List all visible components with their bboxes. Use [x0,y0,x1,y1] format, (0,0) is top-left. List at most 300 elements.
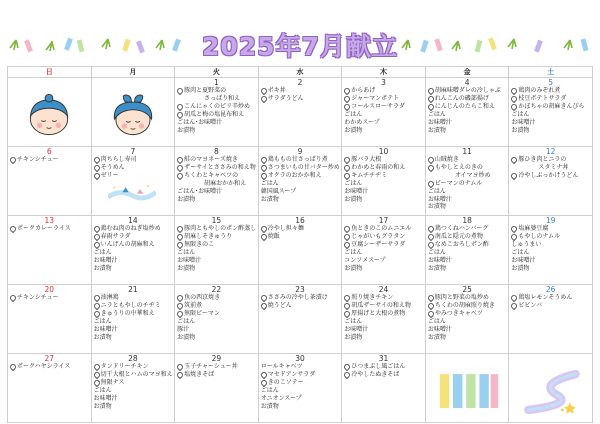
menu-item [94,334,173,342]
day-number: 6 [46,147,52,156]
water-drop-icon [9,294,17,302]
menu-item-text: お味噌汁 [93,394,118,402]
menu-item-text: お漬物 [511,126,530,134]
day-cell [342,354,426,423]
week-row [8,285,593,354]
girl-face-illustration [102,92,164,144]
week-row [8,78,593,147]
menu-item-text: 鶏塩レモンそうめん [518,294,573,301]
menu-item [94,395,173,403]
menu-item-text: ピーマンのナムル [434,179,483,187]
menu-item-text: お味噌汁 [427,195,452,203]
menu-item [94,241,173,249]
menu-item-text: 豚ひき肉とニラの [518,156,567,163]
menu-item [428,95,507,103]
menu-item [344,119,423,127]
menu-item [344,95,423,103]
menu-item [94,326,173,334]
menu-item-text: コンソメスープ [344,256,386,264]
day-cell [175,354,259,423]
menu-item [428,225,507,233]
menu-item [428,127,507,135]
menu-item-text: ごはん [260,179,279,187]
menu-item-text: ごはん [427,317,446,325]
day-cell [258,147,342,216]
menu-item-text: お漬物 [260,402,279,410]
menu-item-text: サラダうどん [267,94,304,102]
menu-item [344,249,423,257]
menu-item-text: お漬物 [177,195,196,203]
day-cell [175,285,259,354]
menu-item [344,180,423,188]
menu-list [509,156,592,180]
menu-item [428,164,507,172]
day-cell [425,78,509,147]
day-cell [509,147,593,216]
day-number: 19 [545,216,556,225]
menu-item [511,265,590,273]
menu-item-text: 無限きのこ [184,240,215,248]
menu-item [177,334,256,342]
day-number: 20 [44,285,55,294]
water-drop-icon [510,172,518,180]
menu-item [261,225,340,233]
menu-item [344,371,423,379]
menu-list [342,225,425,272]
menu-item-text: チキンシチュー [17,294,59,301]
menu-list [259,87,342,103]
day-number: 3 [381,78,386,87]
day-number: 10 [378,147,389,156]
menu-item [428,103,507,111]
menu-item-text: 無限ナス [100,378,125,386]
day-cell [342,147,426,216]
menu-item-text: ジャーマンポテト [351,94,400,102]
menu-item [94,156,173,164]
menu-item-text: 魚の西京焼き [184,294,221,301]
menu-item [428,310,507,318]
menu-item-text: 胡麻しそきゅうり [184,232,233,240]
menu-item-text: わかめスープ [344,118,380,126]
menu-list [509,225,592,272]
menu-item-text: ごはん [344,317,363,325]
menu-item [344,87,423,95]
menu-item-text: 塩麻婆豆腐 [518,225,549,232]
menu-item [511,103,590,111]
menu-item [10,225,89,233]
weekday-header: 日 [8,67,92,78]
menu-item-text: 鶏肉のみぞれ煮 [518,87,561,94]
menu-item [261,164,340,172]
menu-item-text: 春雨サラダ [100,232,131,240]
menu-item [344,294,423,302]
menu-item-text: ごはん･お味噌汁 [177,187,223,195]
menu-item-text: なめこおろしポン酢 [434,240,489,248]
menu-item-text: お味噌汁 [511,118,536,126]
menu-item-text: お漬物 [344,195,363,203]
day-number [92,78,175,87]
menu-item [344,164,423,172]
menu-item [177,241,256,249]
menu-item-text: にんじんのたらこ和え [434,102,495,110]
menu-item [177,326,256,334]
menu-item [344,326,423,334]
menu-item [94,249,173,257]
menu-item [428,241,507,249]
menu-list [426,87,509,134]
menu-item-text: 玉子チャーシュー丼 [184,363,238,370]
day-cell [8,216,92,285]
menu-item [511,294,590,302]
day-number: 5 [548,78,554,87]
menu-list [342,294,425,341]
day-cell [425,147,509,216]
day-cell [91,216,175,285]
menu-item-text: さつまいもの甘バター炒め [267,163,340,171]
menu-item [94,302,173,310]
day-number: 21 [128,285,138,294]
day-cell [175,78,259,147]
menu-item [177,119,256,127]
day-number [509,354,592,363]
day-number: 8 [214,147,219,156]
menu-item [177,156,256,164]
menu-item-text: ごはん･お味噌汁 [177,118,223,126]
menu-item [511,302,590,310]
menu-item-text: オニオンスープ [260,394,302,402]
menu-item [177,127,256,135]
menu-list [426,225,509,272]
water-drop-icon [9,225,17,233]
menu-item [177,265,256,273]
menu-item-text: マセドアンサラダ [267,370,316,378]
day-number: 12 [545,147,556,156]
menu-item [10,156,89,164]
menu-item-text: 冷やし担々麺 [267,225,304,232]
menu-item-text: ビビンバ [518,301,542,309]
menu-list [8,156,91,164]
day-cell [425,285,509,354]
menu-item [344,156,423,164]
menu-item [428,87,507,95]
day-number: 18 [462,216,472,225]
menu-item [344,103,423,111]
menu-item-text: お漬物 [344,126,363,134]
menu-list [259,363,342,410]
water-drop-icon [343,371,351,379]
menu-item-text: ちくわとキャベツの [184,171,239,179]
menu-item [428,119,507,127]
menu-item-text: しゅうまい [511,240,542,248]
menu-item [511,241,590,249]
day-cell [425,216,509,285]
water-drop-icon [9,156,17,164]
day-number: 7 [130,147,136,156]
day-cell [91,78,175,147]
day-cell [342,285,426,354]
menu-item-text: お漬物 [260,195,279,203]
week-row [8,354,593,423]
menu-item-text: 冷やしぶっかけうどん [518,171,579,179]
menu-item [511,164,590,172]
day-cell [8,78,92,147]
menu-item [428,156,507,164]
menu-item [511,95,590,103]
day-cell [509,285,593,354]
menu-item [261,403,340,411]
menu-item [177,302,256,310]
menu-item [344,310,423,318]
menu-item-text: 無限ピーマン [184,309,220,317]
menu-item-text: 肉ちらし寿司 [100,156,137,163]
day-number: 9 [297,147,303,156]
menu-item [428,257,507,265]
menu-list [175,87,258,134]
menu-item-text: オクラのおかか和え [267,171,322,179]
menu-item-text: れんこんの磯部揚げ [434,94,489,102]
menu-item-text: ごはん [344,110,363,118]
day-cell [342,78,426,147]
menu-item [94,265,173,273]
water-drop-icon [9,363,17,371]
menu-item-text: お漬物 [177,126,196,134]
menu-item-text: お漬物 [344,264,363,272]
menu-item [177,103,256,111]
menu-item [261,387,340,395]
menu-item [511,249,590,257]
day-cell [509,78,593,147]
menu-item [261,294,340,302]
day-cell [509,354,593,423]
menu-list [175,156,258,203]
header [0,0,600,66]
day-number: 15 [211,216,222,225]
day-number [8,78,91,87]
menu-item-text: チキンシチュー [17,156,59,163]
day-cell [8,285,92,354]
day-number: 14 [128,216,138,225]
day-number: 23 [295,285,305,294]
day-number: 30 [295,354,305,363]
menu-item [177,172,256,180]
menu-list [426,294,509,341]
menu-item-text: お漬物 [93,402,112,410]
day-number: 27 [44,354,55,363]
menu-item-text: 豚肉と夏野菜の [184,87,227,94]
menu-item-text: ニラともやしのチヂミ [100,301,161,309]
menu-item-text: 焼うどん [267,301,292,309]
menu-item-text: ポークハヤシライス [17,363,71,370]
menu-item [177,363,256,371]
menu-item-text: 胡瓜と梅の塩昆布和え [184,110,245,118]
day-cell [425,354,509,423]
menu-item-text: きのこソテー [267,378,304,386]
menu-item-text: 鮭のマヨネーズ焼き [184,156,238,163]
menu-item [428,294,507,302]
water-drop-icon [259,95,267,103]
day-number: 16 [295,216,305,225]
menu-list [259,294,342,310]
tanabata-river-illustration [108,181,156,209]
menu-item-text: もやしとえのきの [434,163,483,171]
menu-item-text: 南瓜と隠元の煮物 [434,232,483,240]
weekday-header: 金 [425,67,509,78]
menu-item-text: ごはん [511,110,530,118]
menu-list [8,294,91,302]
menu-item-text: ごはん [93,386,112,394]
menu-item-text: 胡麻味噌ダレの冷しゃぶ [434,87,501,94]
menu-item [261,233,340,241]
menu-item [177,188,256,196]
menu-item-text: ロールキャベツ [260,363,303,370]
day-cell [8,147,92,216]
menu-item-text: お漬物 [93,333,112,341]
menu-item [428,180,507,188]
menu-item [261,196,340,204]
menu-item [177,180,256,188]
menu-list [175,225,258,272]
menu-item [344,225,423,233]
menu-item-text: ごはん [177,317,196,325]
menu-item [428,334,507,342]
menu-list [8,363,91,371]
menu-item-text: 枝豆ポテトサラダ [518,94,567,102]
menu-item [94,294,173,302]
menu-item [344,127,423,135]
menu-item-text: 豚肉ともやしのポン酢蒸し [184,225,257,232]
menu-item-text: ごはん [427,248,446,256]
menu-list [92,225,175,272]
menu-item [428,326,507,334]
day-cell [258,354,342,423]
day-number: 13 [44,216,55,225]
day-cell [91,147,175,216]
menu-item-text: ザーサイとささみの和え物 [184,163,256,171]
menu-item [344,257,423,265]
week-row [8,216,593,285]
menu-item-text: お味噌汁 [344,325,369,333]
menu-item-text: お味噌汁 [177,256,202,264]
menu-item [94,318,173,326]
menu-item [511,156,590,164]
menu-item-text: やみつきキャベツ [434,309,483,317]
menu-item-text: お漬物 [177,333,196,341]
menu-item-text: お味噌汁 [427,325,452,333]
menu-item [94,371,173,379]
menu-item-text: ごはん [344,248,363,256]
menu-item-text: きゅうりの中華和え [100,309,155,317]
menu-item-text: 厚揚げと大根の煮物 [351,309,406,317]
page-title: 2025年7月献立 [202,32,398,61]
menu-item [428,111,507,119]
menu-item-text: お味噌汁 [93,325,118,333]
menu-item-text: お漬物 [511,264,530,272]
menu-item-text: こんにゃくのピリ辛炒め [184,102,251,110]
menu-item-text: 切干大根とハムのマヨ和え [100,370,173,378]
menu-item [94,379,173,387]
menu-item [94,403,173,411]
menu-item-text: 筑前煮 [184,301,203,309]
menu-item [261,395,340,403]
menu-item-text: ひつまぶし風ごはん [351,363,406,370]
menu-item [428,172,507,180]
menu-item-text: 焼飯 [267,232,280,240]
menu-item [177,257,256,265]
menu-item [344,172,423,180]
menu-item-text: 豆腐シーザーサラダ [351,240,406,248]
menu-item-text: お漬物 [427,333,446,341]
menu-item [511,111,590,119]
menu-item [177,111,256,119]
menu-item-text: お漬物 [177,264,196,272]
menu-item-text: そうめん [100,163,125,171]
menu-item [428,318,507,326]
menu-item [177,95,256,103]
calendar-body [8,78,593,423]
menu-item-text: ごはん [427,110,446,118]
day-cell [175,216,259,285]
menu-item-text: 冷やしたぬきそば [351,370,400,378]
menu-item-text: 豚肉と野菜の塩炒め [434,294,489,301]
menu-item [511,257,590,265]
menu-item [94,310,173,318]
menu-item [261,87,340,95]
menu-list [92,156,175,180]
menu-item [344,233,423,241]
menu-item-text: 照り焼きチキン [351,294,394,301]
weekday-header: 木 [342,67,426,78]
weekday-header-row [8,67,593,78]
menu-item [177,310,256,318]
menu-item-text: 豚バラ大根 [351,156,382,163]
menu-item-text: 韓国風スープ [260,187,297,195]
day-cell [509,216,593,285]
day-cell [258,78,342,147]
day-cell [258,216,342,285]
menu-item [261,95,340,103]
menu-item [261,379,340,387]
day-cell [91,285,175,354]
menu-list [426,156,509,211]
water-drop-icon [92,172,100,180]
menu-item-text: お味噌汁 [511,256,536,264]
menu-list [8,225,91,233]
menu-item-text: スタミナ丼 [538,163,569,171]
menu-item-text: お味噌汁 [344,187,369,195]
menu-item [177,249,256,257]
menu-list [342,156,425,203]
menu-list [342,87,425,134]
menu-item [94,387,173,395]
menu-list [509,294,592,310]
menu-item-text: からあげ [351,87,376,94]
menu-item [177,294,256,302]
menu-item [344,241,423,249]
menu-item [344,196,423,204]
menu-item-text: お味噌汁 [427,256,452,264]
menu-item [177,196,256,204]
menu-item [428,249,507,257]
weekday-header: 土 [509,67,593,78]
menu-item [428,302,507,310]
day-number: 1 [214,78,219,87]
day-number: 31 [378,354,389,363]
menu-item-text: 胡瓜ザーサイの和え物 [351,301,411,309]
menu-item-text: もやしのナムル [518,232,561,240]
menu-item-text: さっぱり和え [204,94,241,102]
menu-item-text: ごはん [93,317,112,325]
water-drop-icon [259,233,267,241]
